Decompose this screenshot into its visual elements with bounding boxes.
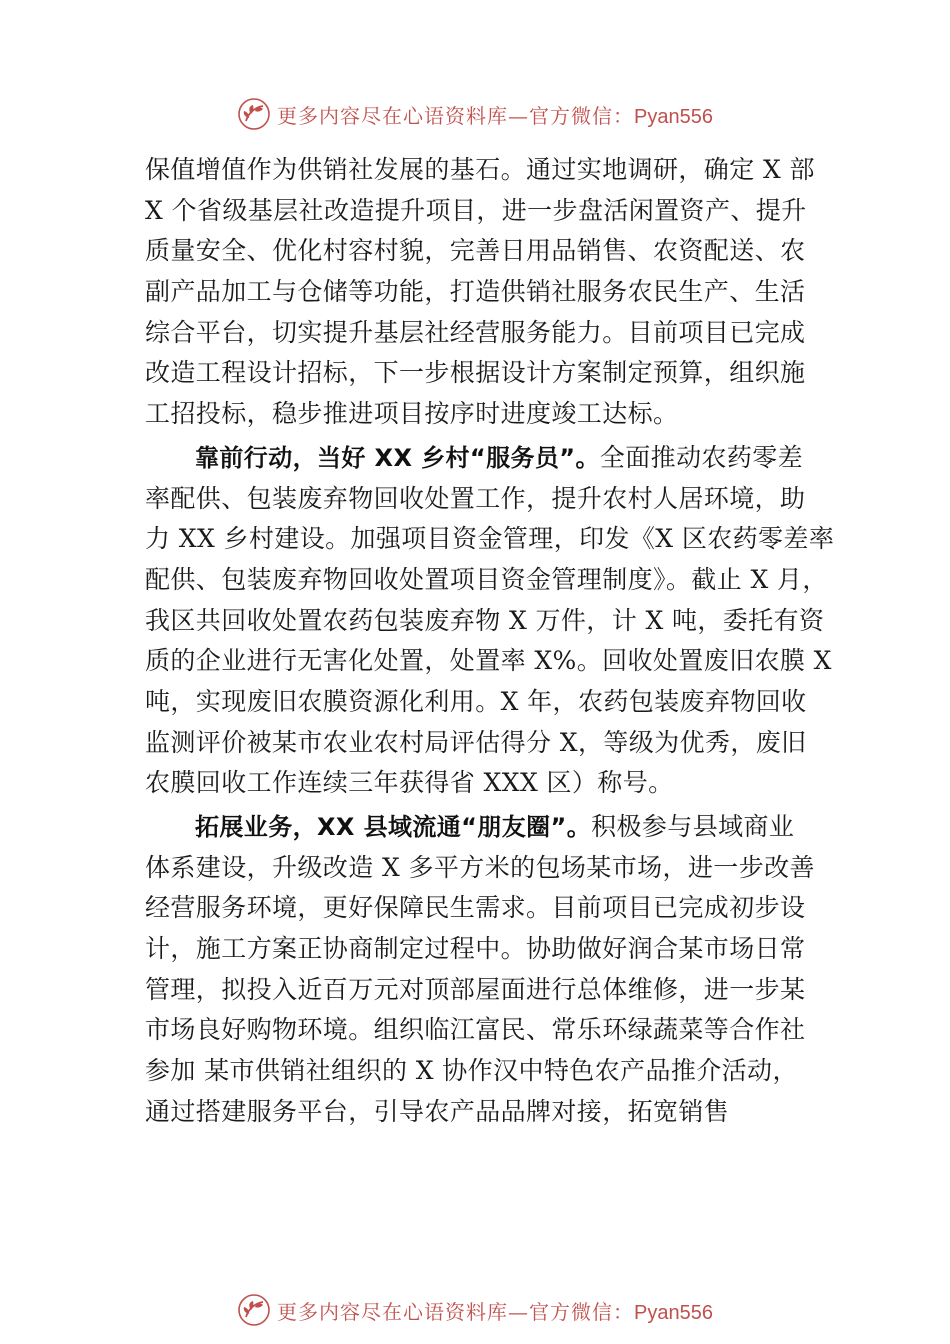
paragraph-first-line xyxy=(145,438,835,479)
text-line: 计，施工方案正协商制定过程中。协助做好润合某市场日常 xyxy=(145,934,806,964)
text-line: 工招投标，稳步推进项目按序时进度竣工达标。 xyxy=(145,399,679,429)
paragraph-1 xyxy=(145,150,835,435)
text-line: 体系建设，升级改造 X 多平方米的包场某市场，进一步改善 xyxy=(145,852,815,882)
paragraph-heading: 拓展业务，XX 县域流通“朋友圈”。 xyxy=(195,813,592,841)
paragraph-2 xyxy=(145,438,835,804)
paragraph-3 xyxy=(145,807,835,1133)
text-run: 积极参与县域商业 xyxy=(591,812,795,841)
watermark-text xyxy=(277,100,713,129)
flower-logo-icon xyxy=(237,1293,271,1327)
watermark-text-cn: 更多内容尽在心语资料库—官方微信： xyxy=(277,1299,635,1324)
text-line: 通过搭建服务平台，引导农产品品牌对接，拓宽销售 xyxy=(145,1096,730,1126)
document-body xyxy=(145,150,835,1133)
header-watermark xyxy=(0,94,950,134)
text-line: 市场良好购物环境。组织临江富民、常乐环绿蔬菜等合作社 xyxy=(145,1015,806,1045)
watermark-text xyxy=(277,1296,713,1325)
text-line: 保值增值作为供销社发展的基石。通过实地调研，确定 X 部 xyxy=(145,155,815,184)
text-line: 质的企业进行无害化处置，处置率 X%。回收处置废旧农膜 X xyxy=(145,646,832,676)
paragraph-heading: 靠前行动，当好 XX 乡村“服务员”。 xyxy=(195,443,600,472)
text-line: 吨，实现废旧农膜资源化利用。X 年，农药包装废弃物回收 xyxy=(145,686,807,716)
text-line: 配供、包装废弃物回收处置项目资金管理制度》。截止 X 月， xyxy=(145,564,828,594)
text-run: 全面推动农药零差 xyxy=(599,442,804,472)
text-line: 改造工程设计招标，下一步根据设计方案制定预算，组织施 xyxy=(145,358,806,388)
watermark-text-wechat-id: Pyan556 xyxy=(634,105,713,128)
flower-logo-icon xyxy=(237,97,271,131)
footer-watermark xyxy=(0,1290,950,1330)
text-line: 率配供、包装废弃物回收处置工作，提升农村人居环境，助 xyxy=(145,483,806,513)
text-line: 经营服务环境，更好保障民生需求。目前项目已完成初步设 xyxy=(145,893,806,923)
text-line: X 个省级基层社改造提升项目，进一步盘活闲置资产、提升 xyxy=(145,195,807,225)
text-line: 农膜回收工作连续三年获得省 XXX 区）称号。 xyxy=(145,768,674,798)
watermark-text-wechat-id: Pyan556 xyxy=(634,1301,713,1324)
text-line: 我区共回收处置农药包装废弃物 X 万件，计 X 吨，委托有资 xyxy=(145,605,825,635)
text-line: 监测评价被某市农业农村局评估得分 X，等级为优秀，废旧 xyxy=(145,727,807,757)
text-line: 力 XX 乡村建设。加强项目资金管理，印发《X 区农药零差率 xyxy=(145,524,835,554)
text-line: 管理，拟投入近百万元对顶部屋面进行总体维修，进一步某 xyxy=(145,974,806,1004)
text-line: 参加 某市供销社组织的 X 协作汉中特色农产品推介活动， xyxy=(145,1056,798,1086)
text-line: 质量安全、优化村容村貌，完善日用品销售、农资配送、农 xyxy=(145,236,806,266)
paragraph-first-line xyxy=(145,807,835,848)
text-line: 副产品加工与仓储等功能，打造供销社服务农民生产、生活 xyxy=(145,277,806,307)
text-line: 综合平台，切实提升基层社经营服务能力。目前项目已完成 xyxy=(145,317,806,347)
watermark-text-cn: 更多内容尽在心语资料库—官方微信： xyxy=(277,103,635,128)
